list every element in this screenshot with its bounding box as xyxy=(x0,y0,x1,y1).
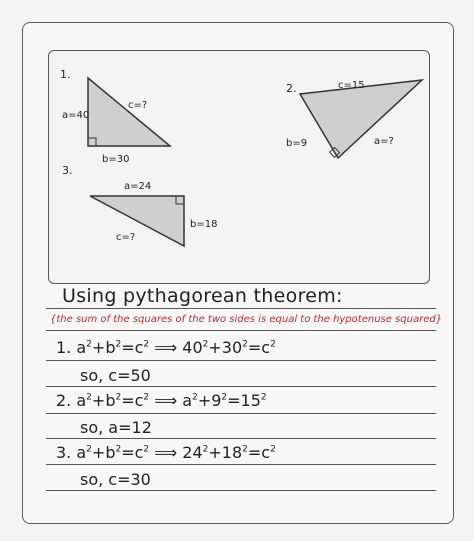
step-1-number: 1. xyxy=(56,338,72,357)
fig1-leg-b: b=30 xyxy=(102,154,130,165)
step-3-result: so, c=30 xyxy=(80,470,151,489)
triangle-figures xyxy=(48,50,428,282)
ruled-line xyxy=(46,438,436,439)
eq-power: 2 xyxy=(192,392,198,403)
solution-title: Using pythagorean theorem: xyxy=(62,285,343,307)
eq-power: 2 xyxy=(86,339,92,350)
ruled-line xyxy=(46,464,436,465)
eq-term: a xyxy=(76,443,87,462)
fig1-hyp: c=? xyxy=(128,100,148,111)
fig2-leg-a: a=? xyxy=(374,136,394,147)
eq-term: +b xyxy=(91,338,116,357)
eq-power: 2 xyxy=(143,392,150,403)
triangle-1 xyxy=(88,78,170,146)
eq-power: 2 xyxy=(115,392,122,403)
eq-term: +b xyxy=(91,391,116,410)
eq-power: 2 xyxy=(86,444,92,455)
eq-term: a xyxy=(76,338,87,357)
eq-term: a xyxy=(182,391,193,410)
eq-term: +b xyxy=(91,443,116,462)
eq-term: =c xyxy=(121,391,144,410)
ruled-line xyxy=(46,386,436,387)
eq-power: 2 xyxy=(242,339,248,350)
ruled-line xyxy=(46,330,436,331)
triangle-2 xyxy=(300,80,422,158)
fig2-leg-b: b=9 xyxy=(286,138,308,149)
eq-power: 2 xyxy=(143,339,150,350)
eq-term: =c xyxy=(121,443,144,462)
eq-power: 2 xyxy=(202,339,209,350)
step-1-equation xyxy=(56,338,276,357)
eq-power: 2 xyxy=(221,392,228,403)
eq-power: 2 xyxy=(86,392,92,403)
eq-term: 40 xyxy=(182,338,203,357)
eq-term: a xyxy=(76,391,87,410)
step-2-result: so, a=12 xyxy=(80,418,152,437)
eq-power: 2 xyxy=(260,392,267,403)
ruled-line xyxy=(46,360,436,361)
step-3-number: 3. xyxy=(56,443,72,462)
step-2-equation xyxy=(56,391,267,410)
ruled-line xyxy=(46,413,436,414)
eq-power: 2 xyxy=(270,444,276,455)
fig3-leg-b: b=18 xyxy=(190,219,218,230)
eq-term: =c xyxy=(121,338,144,357)
eq-term: 24 xyxy=(182,443,203,462)
eq-power: 2 xyxy=(115,444,122,455)
eq-term: +9 xyxy=(197,391,222,410)
eq-power: 2 xyxy=(202,444,209,455)
fig3-number: 3. xyxy=(62,164,73,177)
eq-power: 2 xyxy=(242,444,248,455)
implies-arrow: ⟹ xyxy=(154,391,178,410)
ruled-line xyxy=(46,308,436,309)
eq-term: =15 xyxy=(227,391,261,410)
fig3-leg-a: a=24 xyxy=(124,181,152,192)
step-3-equation xyxy=(56,443,276,462)
implies-arrow: ⟹ xyxy=(154,338,178,357)
fig2-hyp: c=15 xyxy=(338,80,365,91)
eq-power: 2 xyxy=(115,339,122,350)
eq-power: 2 xyxy=(143,444,150,455)
eq-term: +30 xyxy=(208,338,243,357)
fig1-number: 1. xyxy=(60,68,71,81)
eq-term: +18 xyxy=(208,443,243,462)
fig2-number: 2. xyxy=(286,82,297,95)
eq-term: =c xyxy=(247,338,271,357)
eq-term: =c xyxy=(247,443,271,462)
triangle-3 xyxy=(90,196,184,246)
eq-power: 2 xyxy=(270,339,276,350)
ruled-line xyxy=(46,490,436,491)
implies-arrow: ⟹ xyxy=(154,443,178,462)
step-2-number: 2. xyxy=(56,391,72,410)
theorem-note: {the sum of the squares of the two sides is equal to the hypotenuse squared} xyxy=(50,314,443,325)
fig3-hyp: c=? xyxy=(116,232,136,243)
step-1-result: so, c=50 xyxy=(80,366,151,385)
fig1-leg-a: a=40 xyxy=(62,110,90,121)
